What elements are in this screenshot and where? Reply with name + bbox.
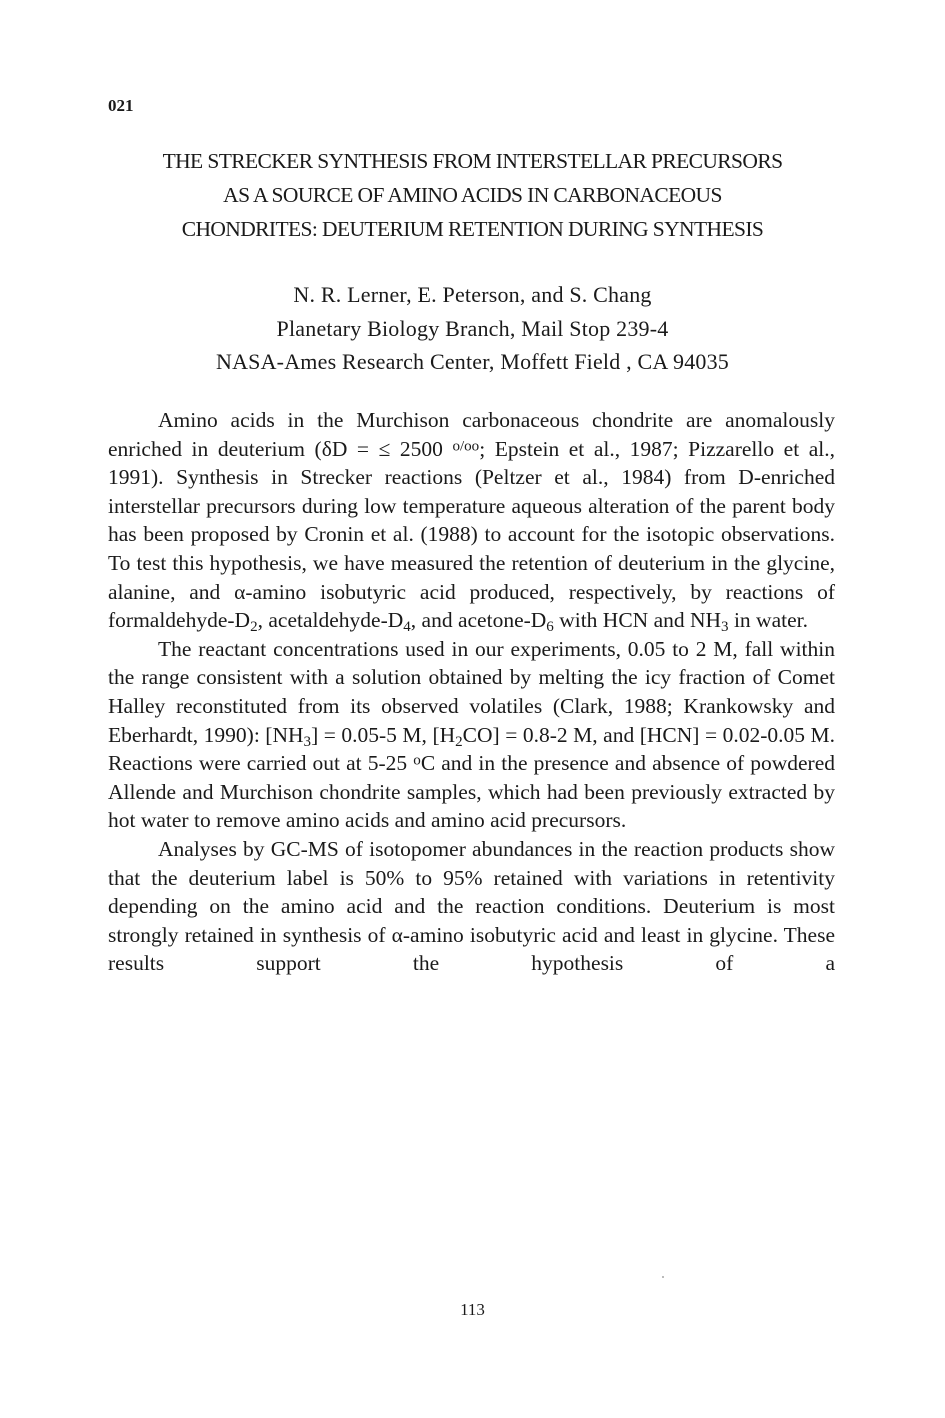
- p1-subscript-4: 3: [721, 618, 729, 635]
- paragraph-1: [108, 406, 835, 635]
- p2-text-d: C and in the presence and absence of powdered Allende and Murchison chondrite samples, which had been previously extracted by hot water to remove amino acids and amino acid precursors.: [108, 751, 836, 833]
- abstract-number: 021: [108, 96, 134, 115]
- author-block: [90, 278, 855, 379]
- p2-subscript-2: 2: [455, 733, 463, 750]
- p2-text-a: The reactant concentrations used in our experiments, 0.05 to 2 M, fall within the range consistent with a solution obtained by melting the icy fraction of Comet Halley reconstituted from its observed volatiles (Clark, 1988; Krankowsky and Eberhardt, 1990): [NH: [108, 636, 835, 747]
- page-number: 113: [460, 1300, 485, 1319]
- author-institution: NASA-Ames Research Center, Moffett Field , CA 94035: [215, 349, 729, 374]
- degree-symbol: o: [413, 752, 421, 769]
- p1-text-e: with HCN and NH: [553, 608, 722, 633]
- p1-subscript-1: 2: [250, 618, 258, 635]
- p1-subscript-3: 6: [546, 618, 554, 635]
- permil-symbol: o/oo: [452, 438, 480, 455]
- p2-text-c: CO] = 0.8-2 M, and [HCN] = 0.02-0.05 M. Reactions were carried out at 5-25: [108, 722, 836, 776]
- paper-title: [90, 144, 855, 246]
- p2-subscript-1: 3: [303, 733, 312, 750]
- p1-text-c: , acetaldehyde-D: [257, 608, 404, 633]
- p2-text-b: ] = 0.05-5 M, [H: [311, 722, 456, 747]
- p1-subscript-2: 4: [403, 618, 411, 635]
- scan-speck: [662, 1276, 664, 1278]
- author-names: N. R. Lerner, E. Peterson, and S. Chang: [293, 282, 652, 307]
- paragraph-2: [108, 635, 835, 835]
- body-text: [108, 406, 835, 978]
- title-line-3: CHONDRITES: DEUTERIUM RETENTION DURING SYNTHESIS: [181, 217, 764, 241]
- p1-text-b: ; Epstein et al., 1987; Pizzarello et al., 1991). Synthesis in Strecker reactions (Peltzer et al., 1984) from D-enriched interstellar precursors during low temperature aqueous alteration of the parent body has been proposed by Cronin et al. (1988) to account for the isotopic observations. To test this hypothesis, we have measured the retention of deuterium in the glycine, alanine, and α-amino isobutyric acid produced, respectively, by reactions of formaldehyde-D: [108, 436, 835, 633]
- author-department: Planetary Biology Branch, Mail Stop 239-4: [276, 315, 669, 341]
- title-line-2: AS A SOURCE OF AMINO ACIDS IN CARBONACEOUS: [223, 183, 722, 207]
- title-line-1: THE STRECKER SYNTHESIS FROM INTERSTELLAR PRECURSORS: [162, 149, 783, 173]
- p1-text-d: , and acetone-D: [410, 608, 547, 633]
- p1-text-a: Amino acids in the Murchison carbonaceous chondrite are anomalously enriched in deuterium (δD = ≤ 2500: [108, 408, 835, 461]
- paragraph-3: Analyses by GC-MS of isotopomer abundances in the reaction products show that the deuterium label is 50% to 95% retained with variations in retentivity depending on the amino acid and the reaction conditions. Deuterium is most strongly retained in synthesis of α-amino isobutyric acid and least in glycine. These results support the hypothesis of a: [108, 836, 835, 976]
- p1-text-f: in water.: [728, 608, 808, 633]
